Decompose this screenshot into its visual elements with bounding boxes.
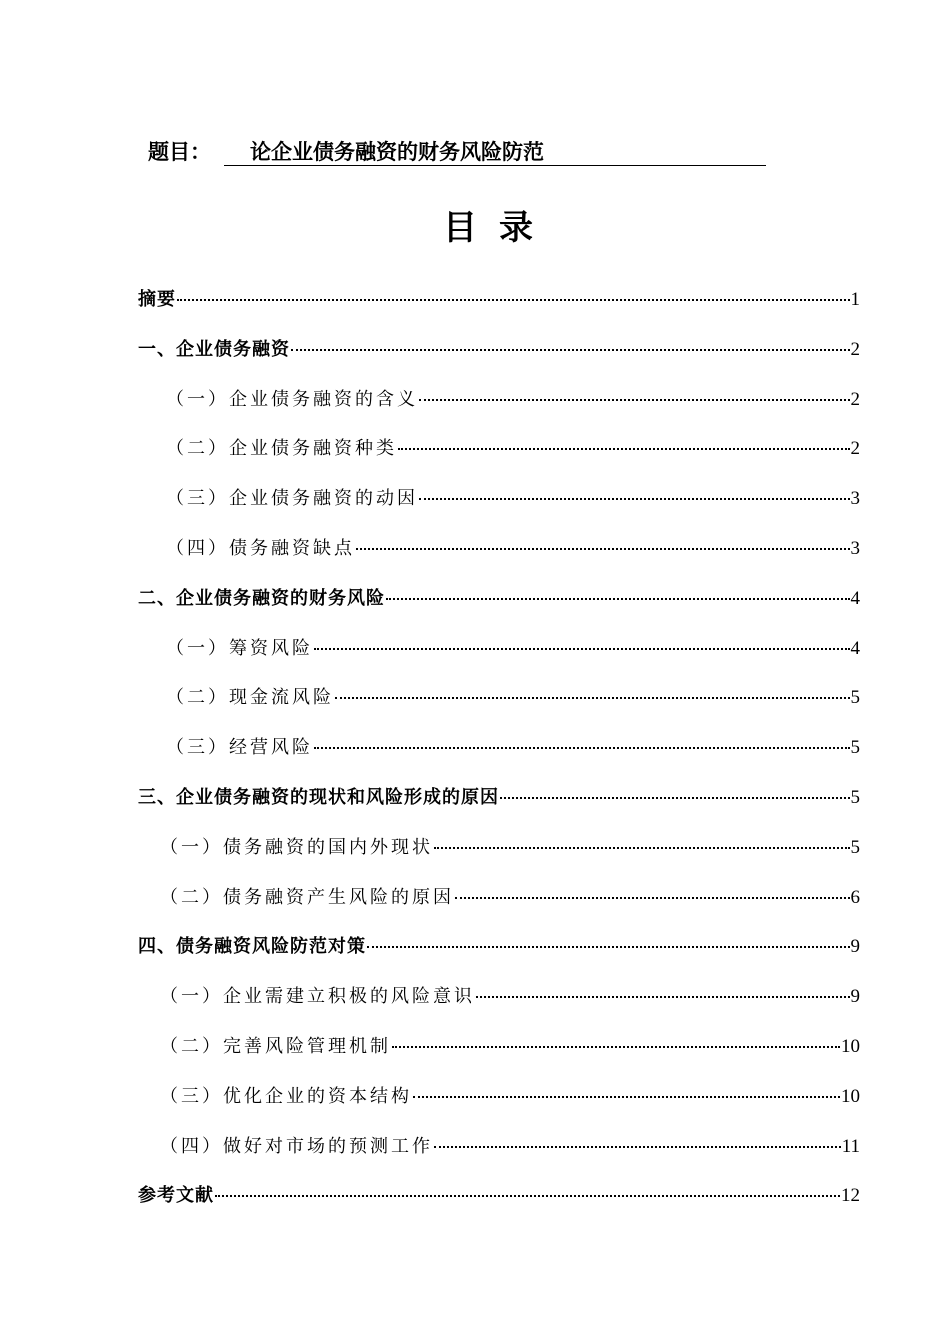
title-label: 题目： <box>148 140 211 164</box>
toc-entry-label: （四）做好对市场的预测工作 <box>160 1135 433 1157</box>
toc-entry-page-number: 12 <box>841 1185 860 1207</box>
toc-entry-page-number: 2 <box>850 388 860 410</box>
toc-entry-page-number: 3 <box>850 537 860 559</box>
toc-leader-dots <box>335 697 850 699</box>
title-row <box>148 134 768 170</box>
toc-entry-page-number: 11 <box>841 1135 860 1157</box>
toc-entry[interactable] <box>138 978 860 1028</box>
toc-entry-label: 二、企业债务融资的财务风险 <box>138 587 385 609</box>
toc-leader-dots <box>476 996 850 998</box>
title-underline <box>224 165 766 166</box>
toc-entry-page-number: 9 <box>850 986 860 1008</box>
toc-entry-page-number: 5 <box>850 687 860 709</box>
toc-entry[interactable] <box>138 829 860 879</box>
toc-entry-label: 一、企业债务融资 <box>138 338 290 360</box>
toc-entry[interactable] <box>138 381 860 431</box>
toc-leader-dots <box>367 946 850 948</box>
toc-entry-label: （一）企业债务融资的含义 <box>166 388 418 410</box>
toc-entry[interactable] <box>138 580 860 630</box>
toc-leader-dots <box>500 797 850 799</box>
toc-leader-dots <box>455 897 850 899</box>
toc-entry-label: （四）债务融资缺点 <box>166 537 355 559</box>
toc-entry-page-number: 10 <box>841 1035 860 1057</box>
toc-entry-page-number: 5 <box>850 836 860 858</box>
toc-entry[interactable] <box>138 928 860 978</box>
toc-leader-dots <box>398 448 850 450</box>
toc-entry[interactable] <box>138 1128 860 1178</box>
toc-entry-label: 参考文献 <box>138 1185 214 1207</box>
toc-entry-label: （一）筹资风险 <box>166 637 313 659</box>
toc-entry-label: （二）现金流风险 <box>166 687 334 709</box>
toc-entry-page-number: 10 <box>841 1085 860 1107</box>
toc-entry[interactable] <box>138 331 860 381</box>
toc-leader-dots <box>413 1096 840 1098</box>
toc-entry-page-number: 5 <box>850 737 860 759</box>
toc-leader-dots <box>215 1195 840 1197</box>
toc-entry[interactable] <box>138 630 860 680</box>
document-title: 论企业债务融资的财务风险防范 <box>250 140 544 164</box>
toc-entry-label: （三）优化企业的资本结构 <box>160 1085 412 1107</box>
toc-leader-dots <box>356 548 850 550</box>
toc-entry-label: （三）经营风险 <box>166 737 313 759</box>
toc-leader-dots <box>386 598 850 600</box>
toc-entry[interactable] <box>138 281 860 331</box>
toc-entry-label: 三、企业债务融资的现状和风险形成的原因 <box>138 786 499 808</box>
toc-entry[interactable] <box>138 679 860 729</box>
toc-entry-label: （二）完善风险管理机制 <box>160 1035 391 1057</box>
toc-entry-label: （二）债务融资产生风险的原因 <box>160 886 454 908</box>
toc-leader-dots <box>291 349 850 351</box>
toc-entry[interactable] <box>138 480 860 530</box>
toc-leader-dots <box>434 847 850 849</box>
toc-entry[interactable] <box>138 1028 860 1078</box>
toc-entry-label: 四、债务融资风险防范对策 <box>138 936 366 958</box>
toc-entry[interactable] <box>138 879 860 929</box>
toc-leader-dots <box>177 299 850 301</box>
toc-entry-page-number: 2 <box>850 438 860 460</box>
toc-entry[interactable] <box>138 1078 860 1128</box>
toc-leader-dots <box>392 1046 840 1048</box>
toc-entry-label: （一）债务融资的国内外现状 <box>160 836 433 858</box>
toc-entry[interactable] <box>138 779 860 829</box>
toc-leader-dots <box>434 1146 841 1148</box>
toc-entry-label: 摘要 <box>138 289 176 310</box>
toc-entry-label: （三）企业债务融资的动因 <box>166 488 418 510</box>
toc-entry-label: （二）企业债务融资种类 <box>166 438 397 460</box>
toc-entry-label: （一）企业需建立积极的风险意识 <box>160 986 475 1008</box>
toc-entry-page-number: 9 <box>850 936 860 958</box>
toc-entry[interactable] <box>138 1177 860 1227</box>
toc-entry-page-number: 1 <box>850 289 860 310</box>
toc-entry-page-number: 6 <box>850 886 860 908</box>
toc-entry[interactable] <box>138 530 860 580</box>
toc-entry[interactable] <box>138 430 860 480</box>
toc-heading: 目录 <box>443 208 555 248</box>
table-of-contents <box>138 281 860 1227</box>
toc-entry[interactable] <box>138 729 860 779</box>
toc-leader-dots <box>314 747 850 749</box>
toc-entry-page-number: 5 <box>850 786 860 808</box>
toc-entry-page-number: 4 <box>850 587 860 609</box>
toc-leader-dots <box>314 648 850 650</box>
toc-entry-page-number: 4 <box>850 637 860 659</box>
toc-entry-page-number: 2 <box>850 338 860 360</box>
toc-leader-dots <box>419 399 850 401</box>
toc-entry-page-number: 3 <box>850 488 860 510</box>
toc-leader-dots <box>419 498 850 500</box>
